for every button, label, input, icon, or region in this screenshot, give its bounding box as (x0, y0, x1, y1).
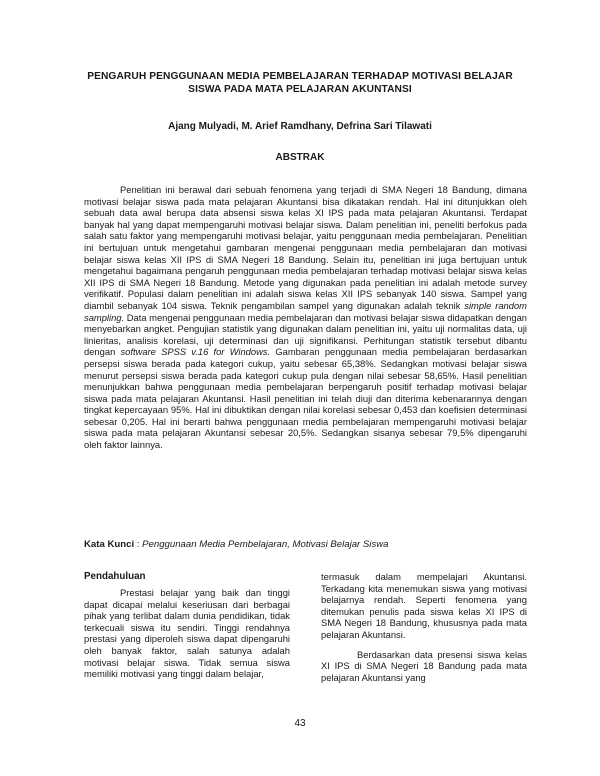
right-column (321, 571, 527, 683)
keywords-separator: : (134, 539, 143, 550)
right-paragraph-2-text: Berdasarkan data presensi siswa kelas XI IPS di SMA Negeri 18 Bandung pada mata pelajaran Akuntansi yang (321, 648, 527, 683)
keywords-text: Penggunaan Media Pembelajaran, Motivasi Belajar Siswa (142, 539, 389, 550)
abstract-italic-1: simple random sampling. (84, 299, 527, 323)
left-column-paragraph (84, 587, 290, 680)
author-list: Ajang Mulyadi, M. Arief Ramdhany, Defrina Sari Tilawati (168, 121, 432, 132)
title-line-1: PENGARUH PENGGUNAAN MEDIA PEMBELAJARAN TERHADAP MOTIVASI BELAJAR (87, 71, 513, 82)
right-column-paragraph-2 (321, 649, 527, 684)
page-number: 43 (294, 718, 306, 729)
left-paragraph-text: Prestasi belajar yang baik dan tinggi dapat dicapai melalui keseriusan dari berbagai pihak yang terlibat dalam dunia pendidikan, tidak terkecuali siswa itu sendiri. Tinggi rendahnya prestasi yang diperoleh siswa dapat dipengaruhi oleh banyak faktor, salah satunya adalah motivasi belajar siswa. Tidak semua siswa memiliki motivasi yang tinggi dalam belajar, (84, 587, 290, 680)
keywords-label: Kata Kunci (84, 539, 135, 550)
abstract-text-1: Penelitian ini berawal dari sebuah fenomena yang terjadi di SMA Negeri 18 Bandung, dimana motivasi belajar siswa pada mata pelajaran Akuntansi bisa dikatakan rendah. Hal ini ditunjukkan oleh sebuah data awal berupa data absensi siswa kelas XI IPS pada mata pelajaran Akuntansi. Terdapat banyak hal yang dapat mempengaruhi motivasi belajar siswa. Dalam penelitian ini, peneliti berfokus pada salah satu faktor yang mempengaruhi motivasi belajar, yaitu penggunaan media pembelajaran. Penelitian ini bertujuan untuk mengetahui gambaran mengenai penggunaan media pembelajaran dan motivasi belajar siswa kelas XII IPS di SMA Negeri 18 Bandung. Selain itu, penelitian ini juga bertujuan untuk mengetahui bagaimana pengaruh penggunaan media pembelajaran terhadap motivasi belajar siswa kelas XII IPS di SMA Negeri 18 Bandung. Metode yang digunakan pada penelitian ini adalah metode survey verifikatif. Populasi dalam penelitian ini adalah siswa kelas XII IPS sebanyak 140 siswa. Sampel yang diambil sebanyak 104 siswa. Teknik pengambilan sampel yang digunakan adalah teknik (84, 184, 527, 311)
abstract-body (84, 184, 527, 451)
abstract-italic-2: software SPSS v.16 for Windows. (120, 346, 271, 358)
abstract-text-3: Gambaran penggunaan media pembelajaran berdasarkan persepsi siswa berada pada kategori cukup, yaitu sebesar 65,38%. Sedangkan motivasi belajar siswa menurut persepsi siswa berada pada kategori cukup pula dengan nilai sebesar 58,65%. Hasil penelitian menunjukkan bahwa penggunaan media pembelajaran berpengaruh positif terhadap motivasi belajar siswa pada mata pelajaran Akuntansi. Hasil penelitian ini telah diuji dan diterima kebenarannya dengan tingkat kepercayaan 95%. Hal ini dibuktikan dengan nilai korelasi sebesar 0,453 dan koefisien determinasi sebesar 0,205. Hal ini berarti bahwa penggunaan media pembelajaran mempengaruhi motivasi belajar siswa pada mata pelajaran Akuntansi sebesar 20,5%. Sedangkan sisanya sebesar 79,5% dipengaruhi oleh faktor lainnya. (84, 346, 527, 451)
title-line-2: SISWA PADA MATA PELAJARAN AKUNTANSI (188, 84, 412, 95)
abstract-text-2: Data mengenai penggunaan media pembelajaran dan motivasi belajar siswa didapatkan dengan menyebarkan angket. Pengujian statistik yang digunakan dalam penelitian ini, yaitu uji normalitas data, uji linieritas, analisis korelasi, uji determinasi dan uji signifikansi. Perhitungan statistik tersebut dibantu dengan (84, 311, 528, 358)
keywords-line (84, 539, 527, 551)
left-column (84, 571, 290, 680)
section-heading: Pendahuluan (84, 571, 146, 582)
right-column-paragraph-1: termasuk dalam mempelajari Akuntansi. Terkadang kita menemukan siswa yang motivasi belajarnya rendah. Seperti fenomena yang ditemukan penulis pada siswa kelas XI IPS di SMA Negeri 18 Bandung, khususnya pada mata pelajaran Akuntansi. (321, 571, 527, 640)
abstract-heading: ABSTRAK (275, 152, 325, 163)
paper-title (60, 70, 540, 96)
